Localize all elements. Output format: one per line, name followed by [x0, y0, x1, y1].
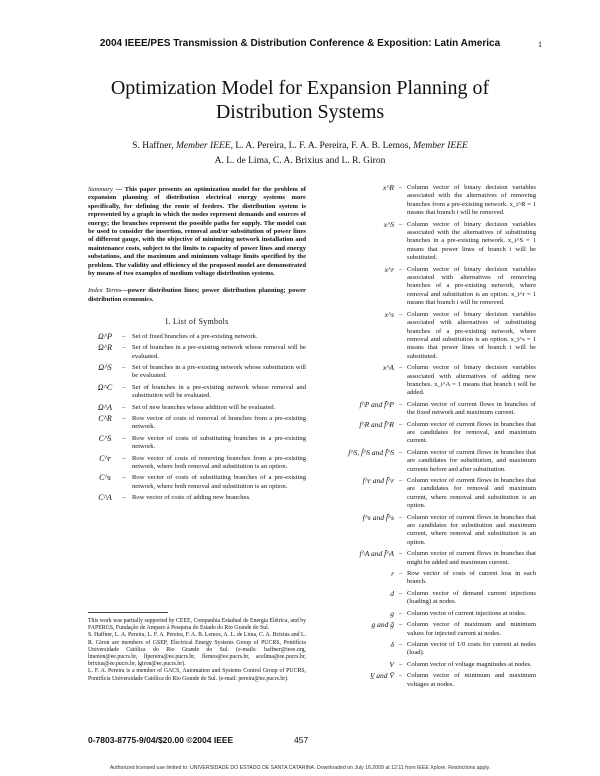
nomenclature-row [314, 621, 536, 638]
symbol: C^R [98, 413, 112, 423]
dash: – [122, 344, 126, 352]
author-name: S. Haffner, [132, 141, 176, 151]
dash: – [399, 364, 403, 372]
nomenclature-row [88, 404, 306, 412]
nomenclature-row [314, 477, 536, 511]
symbol-description: Column vector of binary decision variables associated with alternatives of adding new branches. x_i^A = 1 means that branch i will be added. [407, 364, 536, 397]
symbol-description: Column vector of current flows in branches that are candidates for removal and maximum current, where removal and substitution is an option. [407, 477, 536, 510]
dash: – [122, 494, 126, 502]
symbol: V [389, 659, 394, 669]
dash: – [399, 310, 403, 318]
symbol: f^r and f̄^r [362, 476, 394, 485]
nomenclature-row [88, 344, 306, 361]
symbol-description: Column vector of current flows in branches that are candidates for substitution, and maximum currents before and after substitution. [407, 448, 536, 473]
index-terms-label: Index Terms [88, 287, 122, 295]
symbol-description: Column vector of current injections at nodes. [407, 609, 527, 617]
symbol: d [390, 588, 394, 598]
dash: – [122, 403, 126, 411]
nomenclature-row [314, 550, 536, 567]
nomenclature-row [314, 641, 536, 658]
symbol: r [391, 569, 394, 579]
dash: – [399, 660, 403, 668]
symbol-description: Row vector of costs of removal of branches from a pre-existing network. [132, 414, 306, 431]
nomenclature-row [88, 455, 306, 472]
author-role-2: Member IEEE [413, 141, 468, 151]
symbol-description: Column vector of minimum and maximum voltages at nodes. [407, 672, 536, 688]
nomenclature-row [314, 672, 536, 689]
symbol: f^s and f̄^s [362, 512, 394, 522]
symbol: Ω^C [97, 382, 113, 392]
nomenclature-row [314, 421, 536, 446]
dash: – [399, 640, 403, 648]
symbol: V̲ and V̄ [369, 671, 394, 681]
authors-line-2: A. L. de Lima, C. A. Brixius and L. R. Giron [214, 156, 386, 166]
symbol: x^S [383, 219, 394, 229]
symbol: f^R and f̄^R [359, 419, 394, 429]
dash: – [399, 477, 403, 484]
author-role: Member IEEE [175, 141, 231, 151]
symbol: x^A [382, 363, 394, 373]
nomenclature-row [314, 401, 536, 418]
symbol: f^A and f̄^A [359, 549, 394, 559]
nomenclature-row [314, 364, 536, 398]
nomenclature-row [314, 661, 536, 669]
nomenclature-row [314, 570, 536, 587]
symbol-description: Row vector of costs of substituting branches of a pre-existing network, where both removal and substitution is an option. [132, 474, 306, 490]
page-marker: 1 [538, 40, 542, 49]
nomenclature-row [88, 474, 306, 491]
nomenclature-row [314, 590, 536, 607]
nomenclature-row [314, 184, 536, 218]
footnote-affiliation: S. Haffner, L. A. Pereira, L. F. A. Pereira, F. A. B. Lemos, A. L. de Lima, C. A. Brixius and L. R. Giron are members of GSEP, Electrical Energy Systems Group of PUCRS, Pontifícia Universidade Católica do Rio Grande do Sul. (e-mails: haffner@ieee.org, lmenon@ee.pucrs.br, lfpereira@ee.pucrs.br, flemos@ee.pucrs.br, acelima@ee.pucrs.br, brixius@ee.pucrs.br, lgiron@ee.pucrs.br). [88, 632, 306, 668]
symbol: Ω^R [97, 343, 113, 353]
dash: – [122, 474, 126, 482]
symbol-description: Set of new branches whose addition will be evaluated. [132, 403, 276, 411]
nomenclature-row [314, 311, 536, 361]
left-column [88, 186, 306, 506]
dash: – [399, 621, 403, 629]
symbol-description: Column vector of binary decision variables associated with the alternatives of removing branches from a pre-existing network. x_i^R = 1 means that branch i will be removed. [407, 184, 536, 217]
symbol-description: Set of branches in a pre-existing network whose removal will be evaluated. [132, 344, 306, 360]
symbol-description: Row vector of costs of substituting branches in a pre-existing network. [132, 434, 306, 451]
symbol-description: Column vector of binary decision variables associated with the alternatives of substituting branches in a pre-existing network. x_i^S = 1 means that power lines of branch i will be substituted. [407, 220, 536, 262]
footnote-rule [88, 612, 168, 613]
symbol-description: Column vector of voltage magnitudes at nodes. [407, 660, 532, 668]
dash: – [399, 448, 403, 456]
dash: – [399, 550, 403, 558]
nomenclature-row [88, 494, 306, 502]
symbol-description: Set of branches in a pre-existing network whose removal and substitution will be evaluated. [132, 383, 306, 400]
dash: – [399, 609, 403, 617]
nomenclature-row [88, 384, 306, 401]
symbol: f^S, f̃^S and f̄^S [348, 447, 394, 457]
symbol: x^s [384, 309, 394, 319]
symbol: f^P and f̄^P [359, 399, 394, 409]
dash: – [399, 184, 403, 191]
symbol-description: Column vector of demand current injections (loading) at nodes. [407, 589, 536, 606]
symbol-description: Column vector of current flows in branches that are candidates for substitution and maximum current, where removal and substitution is an option. [407, 513, 536, 546]
symbol: δ [390, 639, 394, 649]
symbol: Ω^S [98, 362, 112, 372]
symbol-description: Column vector of 1/0 costs for current at nodes (load). [407, 640, 536, 657]
nomenclature-row [314, 514, 536, 548]
conference-header: 2004 IEEE/PES Transmission & Distribution Conference & Exposition: Latin America [99, 38, 501, 49]
nomenclature-row [88, 435, 306, 452]
symbol: C^S [98, 433, 112, 443]
symbol-description: Set of branches in a pre-existing network whose substitution will be evaluated. [132, 363, 306, 380]
symbol: C^r [99, 453, 111, 463]
footnote-funding: This work was partially supported by CEEE, Companhia Estadual de Energia Elétrica, and by FAPERGS, Fundação de Amparo à Pesquisa do Estado do Rio Grande do Sul. [88, 618, 306, 632]
dash: – [399, 570, 403, 578]
title-line-2: Distribution Systems [215, 101, 385, 123]
nomenclature-row [314, 221, 536, 263]
nomenclature-row [314, 266, 536, 308]
paper-title [40, 76, 560, 124]
symbol-description: Column vector of maximum and minimum values for injected current at nodes. [407, 621, 536, 637]
symbol: Ω^A [97, 402, 113, 412]
dash: – [122, 434, 126, 442]
nomenclature-row [88, 415, 306, 432]
dash: – [399, 400, 403, 408]
authors-line-1 [40, 139, 560, 154]
author-names-rest: , L. A. Pereira, L. F. A. Pereira, F. A. B. Lemos, [230, 141, 414, 151]
dash: – [399, 589, 403, 597]
dash: – [122, 454, 126, 462]
dash: – [122, 363, 126, 371]
license-notice: Authorized licensed use limited to: UNIVERSIDADE DO ESTADO DE SANTA CATARINA. Downloaded on July 16,2009 at 12:11 from IEEE Xplore. Restrictions apply. [109, 765, 491, 771]
title-line-1: Optimization Model for Expansion Planning of [110, 77, 490, 99]
right-column [314, 184, 536, 692]
abstract-text: This paper presents an optimization model for the problem of expansion planning of distribution electrical energy systems more specifically, for defining the route of feeders. The distribution system is represented by a graph in which the nodes represent demands and sources of energy; the branches represent the possible paths for supply. The model can be used to consider the insertion, removal and/or substitution of power lines of different gauge, with the objective of minimizing network installation and maintenance costs, subject to the limits to capacity of power lines and energy substations, and the maximum and minimum voltage limits specified by the problem. The validity and efficiency of the proposed model are demonstrated by means of two examples of medium voltage distribution systems. [88, 186, 306, 278]
symbol-description: Column vector of binary decision variables associated with alternatives of substituting branches of a pre-existing network, where removal and substitution is an option. x_i^s = 1 means that power lines of branch i will be substituted. [407, 310, 536, 360]
symbol: Ω^P [97, 331, 113, 341]
symbol: C^s [99, 473, 111, 483]
index-terms-text: power distribution lines; power distribution planning; power distribution economics. [88, 287, 306, 303]
nomenclature-left [88, 333, 306, 503]
dash: – [399, 513, 403, 521]
symbol: x^R [382, 183, 394, 192]
dash: – [399, 420, 403, 428]
abstract: Summary — This paper presents an optimization model for the problem of expansion planning of distribution electrical energy systems more specifically, for defining the route of feeders. The distribution system is represented by a graph in which the nodes represent demands and sources of energy; the branches represent the possible paths for supply. The model can be used to consider the insertion, removal and/or substitution of power lines of different gauge, with the objective of minimizing network installation and maintenance costs, subject to the limits to capacity of power lines and energy substations, and the maximum and minimum voltage limits specified by the problem. The validity and efficiency of the proposed model are demonstrated by means of two examples of medium voltage distribution systems. [88, 186, 306, 278]
nomenclature-row [314, 610, 536, 618]
dash: – [399, 265, 403, 273]
symbol: x^r [384, 264, 394, 274]
footnote-affiliation-2: L. F. A. Pereira is a member of GACS, Automation and Systems Control Group of PUCRS, Pontifícia Universidade Católica do Rio Grande do Sul. (e-mail: pereira@ee.pucrs.br). [88, 668, 306, 682]
symbol-description: Column vector of current flows in branches of the fixed network and maximum current. [407, 400, 536, 417]
authors [40, 139, 560, 169]
dash: – [122, 414, 126, 422]
symbol-description: Row vector of costs of adding new branches. [132, 494, 251, 502]
symbol-description: Column vector of binary decision variables associated with alternatives of removing branches of a pre-existing network, where removal and substitution is an option. x_i^r = 1 means that branch i will be removed. [407, 265, 536, 307]
symbol: C^A [98, 493, 112, 503]
index-terms: Index Terms—power distribution lines; power distribution planning; power distribution economics. [88, 287, 306, 303]
symbol: g [390, 608, 394, 618]
symbol-description: Column vector of current flows in branches that might be added and maximum current. [407, 550, 536, 566]
symbol: g and ḡ [371, 620, 394, 630]
nomenclature-row [88, 364, 306, 381]
section-heading: I. List of Symbols [165, 317, 229, 327]
footnote [88, 618, 306, 683]
nomenclature-row [88, 333, 306, 341]
symbol-description: Column vector of current flows in branches that are candidates for removal, and maximum current. [407, 420, 536, 445]
symbol-description: Row vector of costs of removing branches from a pre-existing network, where both removal and substitution is an option. [132, 454, 306, 470]
dash: – [122, 332, 126, 340]
dash: – [399, 672, 403, 680]
isbn-line: 0-7803-8775-9/04/$20.00 ©2004 IEEE [88, 735, 234, 745]
page-number: 457 [294, 735, 309, 745]
symbol-description: Set of fixed branches of a pre-existing network. [132, 332, 258, 340]
dash: – [122, 383, 126, 391]
symbol-description: Row vector of costs of current loss in each branch. [407, 570, 536, 586]
abstract-label: Summary [88, 186, 113, 193]
dash: – [399, 220, 403, 228]
nomenclature-row [314, 449, 536, 474]
